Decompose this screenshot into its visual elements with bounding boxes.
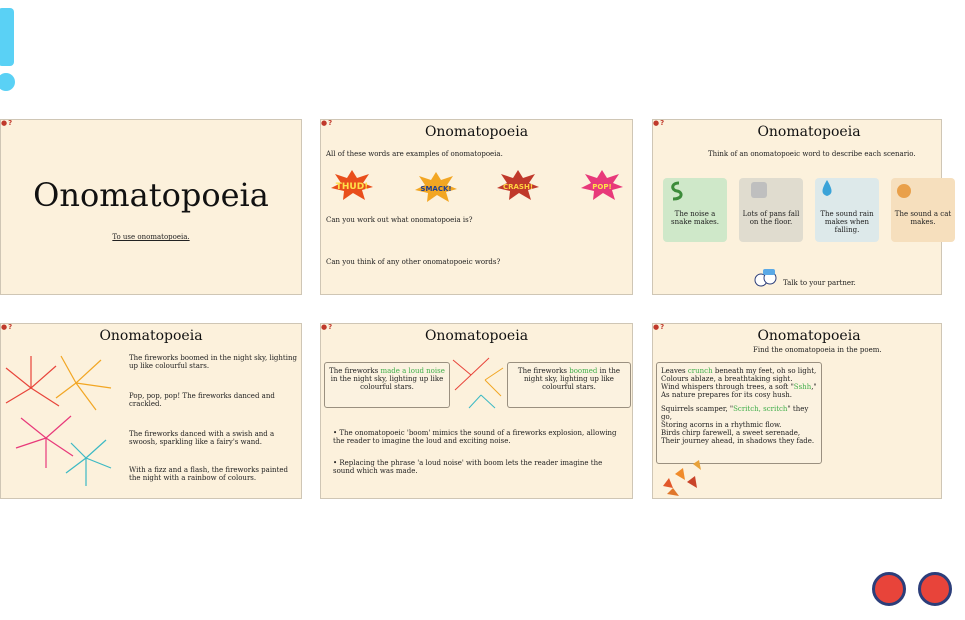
question-2: Can you think of any other onomatopoeic words? <box>326 258 501 266</box>
crash-burst-icon <box>497 170 539 200</box>
firework-line-1: The fireworks boomed in the night sky, lighting up like colourful stars. <box>129 354 297 370</box>
slide-subtitle: Find the onomatopoeia in the poem. <box>753 346 882 354</box>
slide-title: Onomatopoeia <box>33 176 269 214</box>
explanation-bullet-2: • Replacing the phrase 'a loud noise' with boom lets the reader imagine the sound which was made. <box>333 459 603 475</box>
rain-icon <box>819 180 835 204</box>
after-text-c: in the night sky, lighting up like colourful stars. <box>524 367 621 391</box>
slide-title: Onomatopoeia <box>99 328 203 344</box>
slide-subtitle: To use onomatopoeia. <box>112 233 190 241</box>
example-box-before <box>324 362 450 408</box>
card-text: The noise a snake makes. <box>671 210 719 226</box>
snake-icon <box>667 180 685 202</box>
logo: ●? <box>1 323 14 331</box>
after-text-highlight: boomed <box>569 367 598 375</box>
slide-title: Onomatopoeia <box>757 124 861 140</box>
slide-title: Onomatopoeia <box>757 328 861 344</box>
talk-partner-text: Talk to your partner. <box>783 279 856 287</box>
badge-icon-partial[interactable] <box>918 572 952 606</box>
logo: ●? <box>321 119 334 127</box>
badge-icon[interactable] <box>872 572 906 606</box>
question-1: Can you work out what onomatopoeia is? <box>326 216 473 224</box>
slide-title: Onomatopoeia <box>424 328 529 344</box>
burst-word: SMACK! <box>420 185 452 193</box>
talk-partner-icon <box>753 268 779 290</box>
firework-line-3: The fireworks danced with a swish and a swoosh, sparkling like a fairy's wand. <box>129 430 275 446</box>
burst-word: THUD! <box>335 182 369 192</box>
thud-burst-icon <box>331 170 373 200</box>
poem-line-7: Birds chirp farewell, a sweet serenade, <box>661 429 801 437</box>
autumn-leaves-illustration <box>655 456 705 498</box>
logo: ●? <box>321 323 334 331</box>
pop-burst-icon <box>581 170 623 200</box>
before-text-highlight: made a loud noise <box>380 367 445 375</box>
poem-line-4: As nature prepares for its cosy hush. <box>661 391 793 399</box>
firework-line-2: Pop, pop, pop! The fireworks danced and crackled. <box>129 392 275 408</box>
slide-1-thumbnail[interactable] <box>0 119 302 295</box>
before-text-c: in the night sky, lighting up like colourful stars. <box>330 375 444 391</box>
firework-line-4: With a fizz and a flash, the fireworks painted the night with a rainbow of colours. <box>129 466 289 482</box>
card-text: The sound a cat makes. <box>894 210 952 226</box>
pans-icon <box>747 180 771 202</box>
poem-line-6: Storing acorns in a rhythmic flow. <box>661 421 782 429</box>
logo: ●? <box>653 323 666 331</box>
card-text: Lots of pans fall on the floor. <box>742 210 800 226</box>
poem-line-3: Wind whispers through trees, a soft "Sshh," <box>661 383 817 391</box>
burst-word: POP! <box>592 183 612 191</box>
fireworks-illustration <box>1 348 121 488</box>
cat-icon <box>895 180 913 202</box>
logo: ●? <box>1 119 14 127</box>
slide-intro: All of these words are examples of onomatopoeia. <box>326 150 503 158</box>
card-text: The sound rain makes when falling. <box>820 210 874 234</box>
after-text-a: The fireworks <box>517 367 570 375</box>
before-text-a: The fireworks <box>329 367 381 375</box>
slide-5-thumbnail[interactable] <box>320 323 633 499</box>
poem-line-8: Their journey ahead, in shadows they fade. <box>661 437 815 445</box>
slide-3-thumbnail[interactable] <box>652 119 952 295</box>
poem-line-1: Leaves crunch beneath my feet, oh so light, <box>661 367 817 375</box>
logo: ●? <box>653 119 666 127</box>
poem-line-5: Squirrels scamper, "Scritch, scritch" they go, <box>661 405 809 421</box>
example-box-after <box>507 362 631 408</box>
fireworks-small-illustration <box>451 350 505 410</box>
slide-6-thumbnail[interactable] <box>652 323 942 499</box>
slide-title: Onomatopoeia <box>424 124 529 140</box>
slide-intro: Think of an onomatopoeic word to describe each scenario. <box>708 150 916 158</box>
poem-box <box>656 362 822 464</box>
burst-word: CRASH! <box>502 183 534 191</box>
smack-burst-icon <box>415 172 457 202</box>
slide-4-thumbnail[interactable] <box>0 323 302 499</box>
slide-2-thumbnail[interactable] <box>320 119 633 295</box>
explanation-bullet-1: • The onomatopoeic 'boom' mimics the sound of a fireworks explosion, allowing the reader to imagine the loud and exciting noise. <box>333 429 617 445</box>
poem-line-2: Colours ablaze, a breathtaking sight. <box>661 375 793 383</box>
exclamation-mark-icon <box>0 8 20 94</box>
